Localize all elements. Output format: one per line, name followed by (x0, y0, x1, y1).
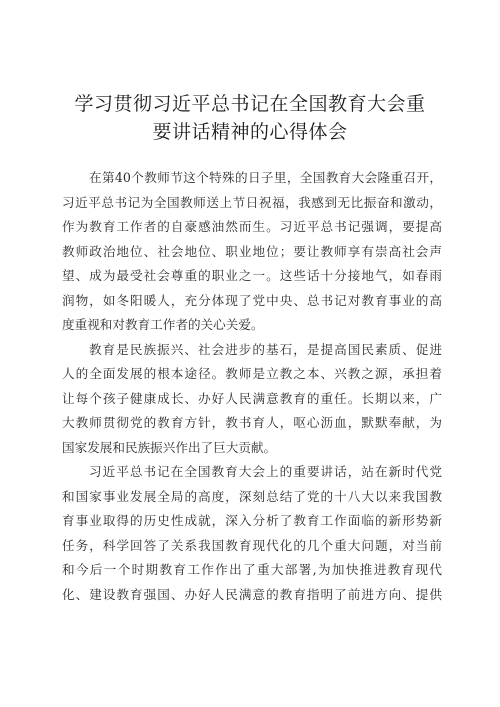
paragraph-1-line-4: 教师政治地位、社会地位、职业地位；要让教师享有崇高社会声 (62, 243, 442, 259)
paragraph-3-line-6: 化、建设教育强国、办好人民满意的教育指明了前进方向、提供 (62, 586, 442, 602)
paragraph-3-line-4: 任务，科学回答了关系我国教育现代化的几个重大问题，对当前 (62, 537, 442, 553)
paragraph-1-line-7: 度重视和对教育工作者的关心关爱。 (62, 317, 264, 332)
paragraph-2-line-5: 国家发展和民族振兴作出了巨大贡献。 (62, 439, 277, 455)
paragraph-1-line-6: 润物，如冬阳暖人，充分体现了党中央、总书记对教育事业的高 (62, 292, 442, 308)
document-title (40, 90, 460, 146)
paragraph-1-line-2: 习近平总书记为全国教师送上节日祝福，我感到无比振奋和激动， (62, 194, 442, 210)
paragraph-3-line-1: 习近平总书记在全国教育大会上的重要讲话，站在新时代党 (89, 464, 442, 479)
paragraph-2-line-3: 让每个孩子健康成长、办好人民满意教育的重任。长期以来，广 (62, 390, 442, 406)
paragraph-2-line-1: 教育是民族振兴、社会进步的基石，是提高国民素质、促进 (89, 341, 442, 357)
paragraph-1-line-5: 望、成为最受社会尊重的职业之一。这些话十分接地气，如春雨 (62, 268, 442, 283)
title-line-1: 学习贯彻习近平总书记在全国教育大会重 (74, 93, 426, 115)
paragraph-1-line-3: 作为教育工作者的自豪感油然而生。习近平总书记强调，要提高 (62, 219, 442, 234)
paragraph-1-line-1: 在第40个教师节这个特殊的日子里，全国教育大会隆重召开， (89, 170, 442, 185)
document-body (62, 166, 442, 607)
paragraph-2-line-4: 大教师贯彻党的教育方针，教书育人，呕心沥血，默默奉献，为 (62, 415, 442, 430)
title-line-2: 要讲话精神的心得体会 (152, 121, 348, 143)
paragraph-3-line-2: 和国家事业发展全局的高度，深刻总结了党的十八大以来我国教 (62, 488, 442, 504)
paragraph-2-line-2: 人的全面发展的根本途径。教师是立教之本、兴教之源，承担着 (62, 366, 442, 381)
paragraph-3-line-5: 和今后一个时期教育工作作出了重大部署,为加快推进教育现代 (62, 562, 442, 577)
paragraph-3-line-3: 育事业取得的历史性成就，深入分析了教育工作面临的新形势新 (62, 513, 442, 528)
